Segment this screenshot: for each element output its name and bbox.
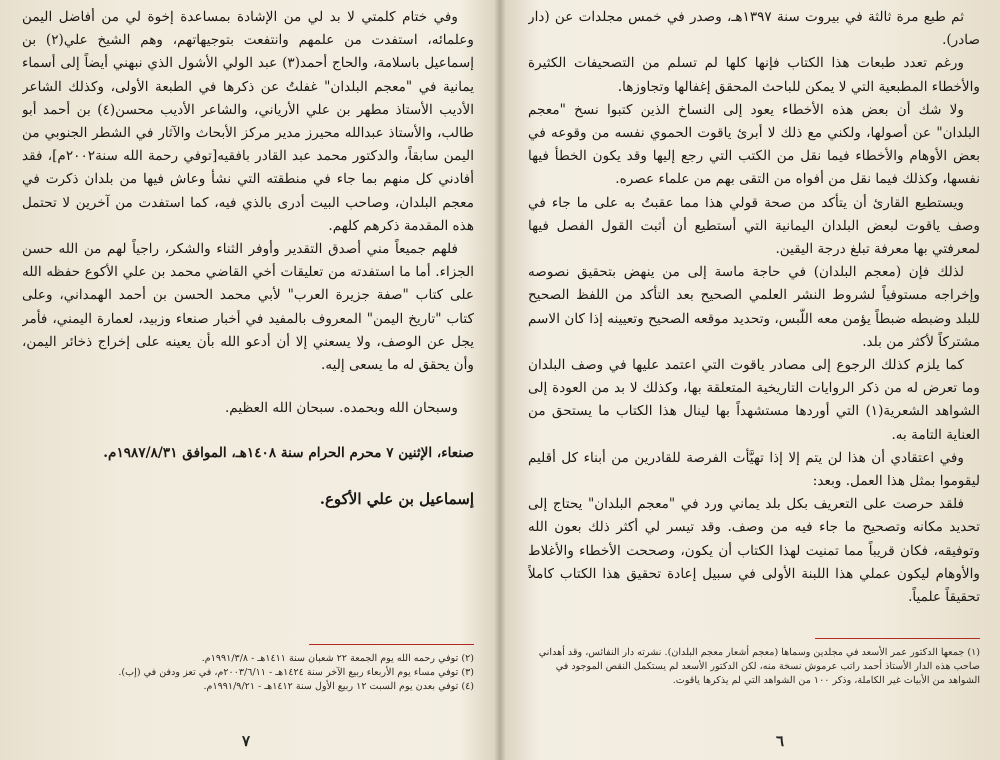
right-page-body [528, 6, 980, 616]
right-paragraph-1: ثم طبع مرة ثالثة في بيروت سنة ١٣٩٧هـ، وصدر في خمس مجلدات عن (دار صادر). [528, 9, 980, 49]
right-paragraph-7: وفي اعتقادي أن هذا لن يتم إلا إذا تهيَّأت الفرصة للقادرين من أبناء كل أقليم ليقوموا بمثل هذا العمل. وبعد: [528, 449, 980, 490]
right-page [506, 0, 1000, 760]
left-page [0, 0, 494, 760]
left-footnote-2: (٢) توفي رحمه الله يوم الجمعة ٢٢ شعبان سنة ١٤١١هـ - ١٩٩١/٣/٨م. [201, 653, 474, 664]
right-footnote-1: (١) جمعها الدكتور عمر الأسعد في مجلدين وسماها (معجم أشعار معجم البلدان). نشرته دار النفائس، وقد أهداني صاحب هذه الدار الأستاذ أحمد راتب عرموش نسخة منه، لكن الدكتور الأسعد لم يستكمل النقص الموجود في الشواهد من الأبيات غير الكاملة، وذكر ١٠٠ من الشواهد التي لم يذكرها ياقوت. [538, 647, 980, 686]
right-paragraph-6: كما يلزم كذلك الرجوع إلى مصادر ياقوت التي اعتمد عليها في وصف البلدان وما تعرض له من ذكر الروايات التاريخية المتعلقة بها، وكذلك لا بد من العودة إلى الشواهد الشعرية(١) التي أوردها مستشهداً بها لينال هذا الكتاب ما يستحق من العناية التامة به. [528, 357, 980, 443]
left-paragraph-2: فلهم جميعاً مني أصدق التقدير وأوفر الثناء والشكر، راجياً لهم من الله حسن الجزاء. أما ما استفدته من تعليقات أخي القاضي محمد بن علي الأكوع حفظه الله على كتاب "صفة جزيرة العرب" لأبي محمد الحسن بن أحمد الهمداني، وعلى كتاب "تاريخ اليمن" المعروف بالمفيد في أخبار صنعاء وزبيد، لعمارة اليمني، فأمر يجل عن الوصف، ولا يسعني إلا أن أدعو الله بأن يعينه على إخراج ذخائر اليمن، وأن يحقق له ما يسعى إليه. [22, 241, 474, 374]
right-footnotes [528, 646, 980, 688]
left-footnotes [22, 652, 474, 694]
left-footnote-4: (٤) توفي بعدن يوم السبت ١٢ ربيع الأول سنة ١٤١٢هـ - ١٩٩١/٩/٢١م. [203, 681, 474, 692]
right-paragraph-2: ورغم تعدد طبعات هذا الكتاب فإنها كلها لم تسلم من التصحيفات الكثيرة والأخطاء المطبعية التي لا يمكن للباحث المحقق إغفالها وتجاوزها. [528, 55, 980, 95]
book-gutter [494, 0, 506, 760]
right-page-number: ٦ [776, 732, 785, 750]
left-paragraph-1: وفي ختام كلمتي لا بد لي من الإشادة بمساعدة إخوة لي من أفاضل اليمن وعلمائه، استفدت من علمهم وانتفعت بتوجيهاتهم، وهم الشيخ علي(٢) بن إسماعيل باسلامة، والحاج أحمد(٣) عبد الولي الأشول الذي نبهني أيضاً إلى أسماء يمانية في "معجم البلدان" غفلتُ عن ذكرها في الطبعة الأولى، وكذلك الشاعر الأديب الأستاذ مطهر بن علي الأرياني، والشاعر الأديب محسن(٤) بن أحمد أبو طالب، والأستاذ عبدالله محيرز مدير مركز الأبحاث والآثار في الشطر الجنوبي من اليمن سابقاً، والدكتور محمد عبد القادر بافقيه[توفي رحمة الله سنة٢٠٠٢م]، فقد أفادني كل منهم بما جاء في منطقته التي نشأ وعاش فيها من بلدان ذكرت في معجم البلدان، وصاحب البيت أدرى بالذي فيه، كما استفدت من آخرين لا تحتمل هذه المقدمة ذكرهم كلهم. [22, 9, 474, 234]
left-page-number: ٧ [242, 732, 251, 750]
right-paragraph-5: لذلك فإن (معجم البلدان) في حاجة ماسة إلى من ينهض بتحقيق نصوصه وإخراجه مستوفياً لشروط النشر العلمي الصحيح بعد التأكد من اللفظ الصحيح للبلد وضبطه ضبطاً يؤمن معه اللّبس، وتحديد موقعه الصحيح وتعيينه إذا كان الاسم مشتركاً لأكثر من بلد. [528, 264, 980, 350]
right-paragraph-8: فلقد حرصت على التعريف بكل بلد يماني ورد في "معجم البلدان" يحتاج إلى تحديد مكانه وتصحيح ما جاء فيه من وصف. وقد تيسر لي أكثر ذلك بعون الله وتوفيقه، فكان قريباً مما تمنيت لهذا الكتاب أن يكون، وصححت الأخطاء والأغلاط والأوهام ليكون عملي هذا اللبنة الأولى في سبيل إعادة تحقيق هذا الكتاب كاملاً تحقيقاً علمياً. [528, 496, 980, 606]
left-closing-praise: وسبحان الله وبحمده. سبحان الله العظيم. [224, 400, 458, 417]
left-page-body [22, 6, 474, 526]
right-footnote-rule [815, 638, 980, 639]
right-paragraph-3: ولا شك أن بعض هذه الأخطاء يعود إلى النساخ الذين كتبوا نسخ "معجم البلدان" عن أصولها، ولكني مع ذلك لا أبرئ ياقوت الحموي نفسه من وقوعه في بعض الأوهام والأخطاء فيما نقل من الكتب التي رجع إليها وقد يكون الخطأ فيها نفسها، وكذلك فيما نقل من أفواه من التقى بهم من علماء عصره. [528, 101, 980, 188]
left-footnote-rule [309, 644, 474, 645]
left-footnote-3: (٣) توفي مساء يوم الأربعاء ربيع الآخر سنة ١٤٢٤هـ - ٢٠٠٣/٦/١١م، في تعز ودفن في (إب). [118, 667, 474, 678]
left-signature: إسماعيل بن علي الأكوع. [319, 489, 474, 508]
left-date-line: صنعاء، الإثنين ٧ محرم الحرام سنة ١٤٠٨هـ، الموافق ١٩٨٧/٨/٣١م. [103, 445, 474, 462]
right-paragraph-4: ويستطيع القارئ أن يتأكد من صحة قولي هذا مما عقبتُ به على ما جاء في وصف ياقوت لبعض البلدان اليمانية التي أستطيع أن أثبت القول الفصل فيها لمعرفتي بها معرفة تبلغ درجة اليقين. [528, 194, 980, 258]
